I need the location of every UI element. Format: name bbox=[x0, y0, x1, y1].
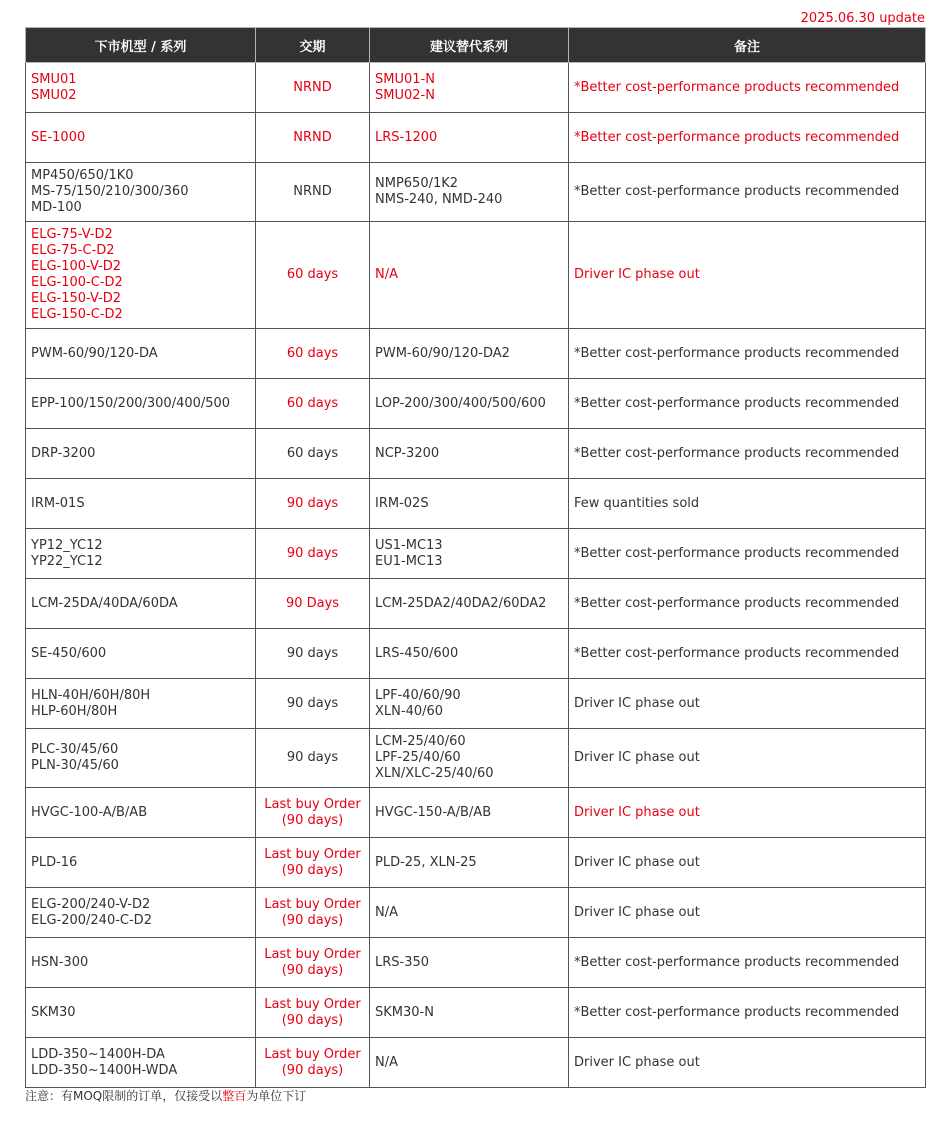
model-cell: SE-450/600 bbox=[26, 629, 256, 679]
remark-cell: *Better cost-performance products recommended bbox=[569, 529, 926, 579]
remark-cell: *Better cost-performance products recommended bbox=[569, 113, 926, 163]
remark-cell: Driver IC phase out bbox=[569, 729, 926, 788]
model-cell: MP450/650/1K0 MS-75/150/210/300/360 MD-100 bbox=[26, 163, 256, 222]
lead-time-cell: 60 days bbox=[256, 429, 370, 479]
remark-cell: *Better cost-performance products recommended bbox=[569, 329, 926, 379]
table-row bbox=[26, 63, 926, 113]
replacement-cell: LRS-1200 bbox=[370, 113, 569, 163]
lead-time-cell: 90 days bbox=[256, 679, 370, 729]
remark-cell: Driver IC phase out bbox=[569, 888, 926, 938]
replacement-cell: PLD-25, XLN-25 bbox=[370, 838, 569, 888]
footnote-highlight: 整百 bbox=[222, 1089, 247, 1103]
table-row bbox=[26, 838, 926, 888]
model-cell: ELG-75-V-D2 ELG-75-C-D2 ELG-100-V-D2 ELG-100-C-D2 ELG-150-V-D2 ELG-150-C-D2 bbox=[26, 222, 256, 329]
table-row bbox=[26, 222, 926, 329]
replacement-cell: US1-MC13 EU1-MC13 bbox=[370, 529, 569, 579]
model-cell: HVGC-100-A/B/AB bbox=[26, 788, 256, 838]
model-cell: EPP-100/150/200/300/400/500 bbox=[26, 379, 256, 429]
remark-cell: *Better cost-performance products recommended bbox=[569, 63, 926, 113]
lead-time-cell: Last buy Order (90 days) bbox=[256, 938, 370, 988]
model-cell: LDD-350~1400H-DA LDD-350~1400H-WDA bbox=[26, 1038, 256, 1088]
remark-cell: *Better cost-performance products recommended bbox=[569, 629, 926, 679]
model-cell: ELG-200/240-V-D2 ELG-200/240-C-D2 bbox=[26, 888, 256, 938]
model-cell: SE-1000 bbox=[26, 113, 256, 163]
model-cell: HLN-40H/60H/80H HLP-60H/80H bbox=[26, 679, 256, 729]
lead-time-cell: Last buy Order (90 days) bbox=[256, 988, 370, 1038]
table-row bbox=[26, 729, 926, 788]
table-body bbox=[26, 63, 926, 1088]
remark-cell: *Better cost-performance products recommended bbox=[569, 988, 926, 1038]
table-row bbox=[26, 888, 926, 938]
remark-cell: *Better cost-performance products recommended bbox=[569, 938, 926, 988]
table-row bbox=[26, 529, 926, 579]
lead-time-cell: 90 Days bbox=[256, 579, 370, 629]
remark-cell: *Better cost-performance products recommended bbox=[569, 163, 926, 222]
model-cell: LCM-25DA/40DA/60DA bbox=[26, 579, 256, 629]
footnote bbox=[25, 1088, 306, 1104]
lead-time-cell: 60 days bbox=[256, 379, 370, 429]
table-row bbox=[26, 113, 926, 163]
replacement-cell: N/A bbox=[370, 888, 569, 938]
table-row bbox=[26, 379, 926, 429]
remark-cell: Driver IC phase out bbox=[569, 788, 926, 838]
replacement-cell: LOP-200/300/400/500/600 bbox=[370, 379, 569, 429]
model-cell: PLC-30/45/60 PLN-30/45/60 bbox=[26, 729, 256, 788]
remark-cell: Driver IC phase out bbox=[569, 1038, 926, 1088]
header-discontinued-model: 下市机型 / 系列 bbox=[26, 28, 256, 63]
table-row bbox=[26, 329, 926, 379]
remark-cell: Driver IC phase out bbox=[569, 838, 926, 888]
discontinued-products-table bbox=[25, 27, 926, 1088]
lead-time-cell: 90 days bbox=[256, 629, 370, 679]
table-row bbox=[26, 629, 926, 679]
table-row bbox=[26, 988, 926, 1038]
model-cell: PLD-16 bbox=[26, 838, 256, 888]
lead-time-cell: 60 days bbox=[256, 222, 370, 329]
remark-cell: Driver IC phase out bbox=[569, 679, 926, 729]
lead-time-cell: Last buy Order (90 days) bbox=[256, 888, 370, 938]
replacement-cell: N/A bbox=[370, 1038, 569, 1088]
remark-cell: *Better cost-performance products recommended bbox=[569, 429, 926, 479]
model-cell: YP12_YC12 YP22_YC12 bbox=[26, 529, 256, 579]
header-lead-time: 交期 bbox=[256, 28, 370, 63]
replacement-cell: LRS-450/600 bbox=[370, 629, 569, 679]
table-row bbox=[26, 163, 926, 222]
lead-time-cell: NRND bbox=[256, 63, 370, 113]
header-remarks: 备注 bbox=[569, 28, 926, 63]
model-cell: HSN-300 bbox=[26, 938, 256, 988]
remark-cell: *Better cost-performance products recommended bbox=[569, 579, 926, 629]
table-row bbox=[26, 788, 926, 838]
replacement-cell: NCP-3200 bbox=[370, 429, 569, 479]
replacement-cell: LCM-25/40/60 LPF-25/40/60 XLN/XLC-25/40/60 bbox=[370, 729, 569, 788]
model-cell: IRM-01S bbox=[26, 479, 256, 529]
lead-time-cell: NRND bbox=[256, 163, 370, 222]
model-cell: SMU01 SMU02 bbox=[26, 63, 256, 113]
lead-time-cell: 90 days bbox=[256, 729, 370, 788]
lead-time-cell: NRND bbox=[256, 113, 370, 163]
table-row bbox=[26, 679, 926, 729]
replacement-cell: LPF-40/60/90 XLN-40/60 bbox=[370, 679, 569, 729]
replacement-cell: IRM-02S bbox=[370, 479, 569, 529]
replacement-cell: N/A bbox=[370, 222, 569, 329]
replacement-cell: HVGC-150-A/B/AB bbox=[370, 788, 569, 838]
replacement-cell: SKM30-N bbox=[370, 988, 569, 1038]
replacement-cell: SMU01-N SMU02-N bbox=[370, 63, 569, 113]
table-row bbox=[26, 938, 926, 988]
replacement-cell: PWM-60/90/120-DA2 bbox=[370, 329, 569, 379]
table-row bbox=[26, 1038, 926, 1088]
update-date: 2025.06.30 update bbox=[800, 11, 925, 26]
table-row bbox=[26, 479, 926, 529]
lead-time-cell: 90 days bbox=[256, 529, 370, 579]
model-cell: PWM-60/90/120-DA bbox=[26, 329, 256, 379]
lead-time-cell: Last buy Order (90 days) bbox=[256, 1038, 370, 1088]
table-row bbox=[26, 429, 926, 479]
remark-cell: *Better cost-performance products recommended bbox=[569, 379, 926, 429]
lead-time-cell: Last buy Order (90 days) bbox=[256, 788, 370, 838]
table-row bbox=[26, 579, 926, 629]
remark-cell: Driver IC phase out bbox=[569, 222, 926, 329]
model-cell: DRP-3200 bbox=[26, 429, 256, 479]
replacement-cell: LCM-25DA2/40DA2/60DA2 bbox=[370, 579, 569, 629]
header-suggested-replacement: 建议替代系列 bbox=[370, 28, 569, 63]
footnote-text-after: 为单位下订 bbox=[246, 1089, 307, 1103]
lead-time-cell: 60 days bbox=[256, 329, 370, 379]
lead-time-cell: 90 days bbox=[256, 479, 370, 529]
model-cell: SKM30 bbox=[26, 988, 256, 1038]
table-header-row bbox=[26, 28, 926, 63]
lead-time-cell: Last buy Order (90 days) bbox=[256, 838, 370, 888]
replacement-cell: LRS-350 bbox=[370, 938, 569, 988]
footnote-text-before: 注意：有MOQ限制的订单，仅接受以 bbox=[25, 1089, 223, 1103]
remark-cell: Few quantities sold bbox=[569, 479, 926, 529]
replacement-cell: NMP650/1K2 NMS-240, NMD-240 bbox=[370, 163, 569, 222]
